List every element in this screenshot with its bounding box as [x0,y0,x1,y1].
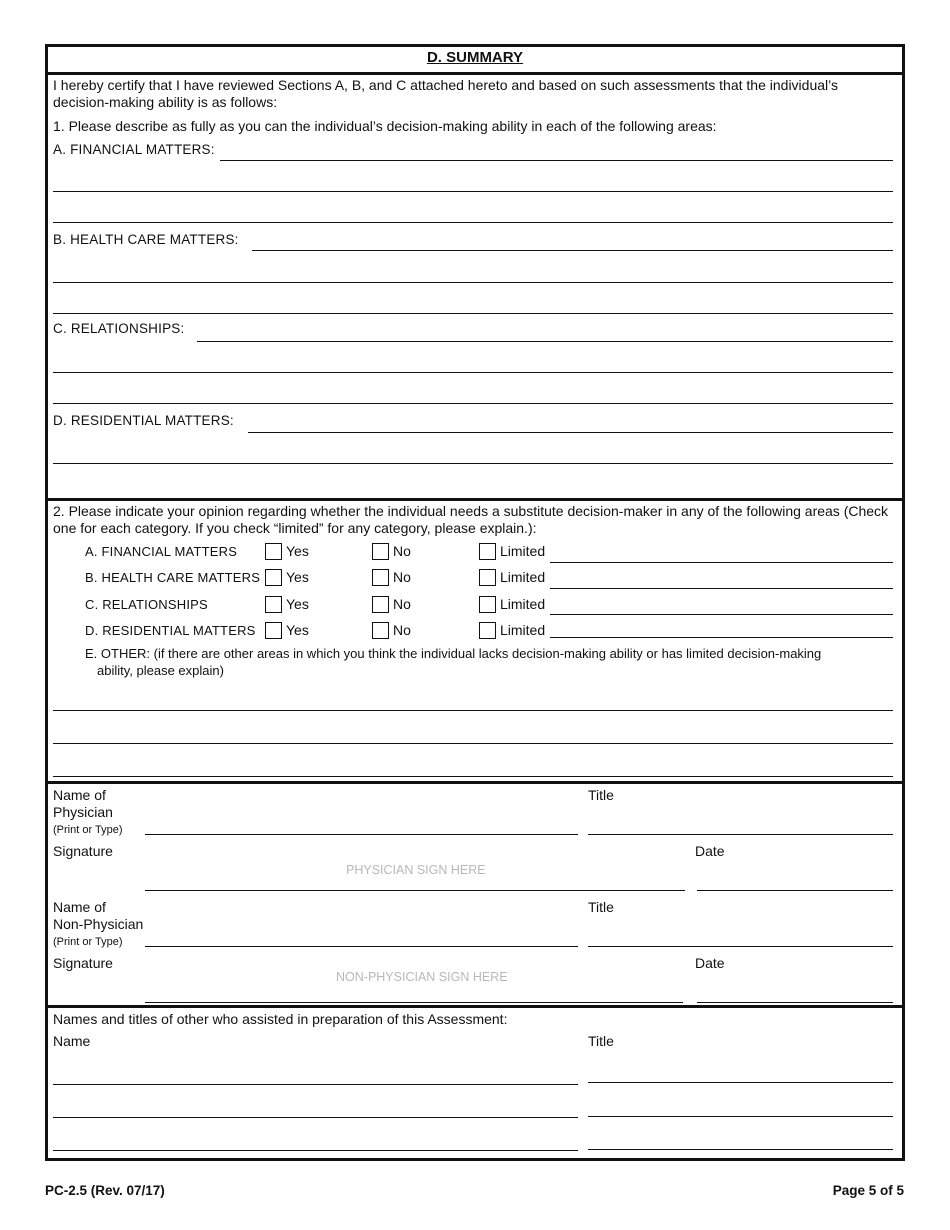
q1-financial-line-2[interactable] [53,191,893,192]
q2-prompt-line2: one for each category. If you check “limited” for any category, please explain.): [53,520,537,536]
physician-name-label-2: Physician [53,804,113,820]
q1-health-care-line-3[interactable] [53,313,893,314]
non-physician-signature-label: Signature [53,955,113,971]
physician-title-field[interactable] [588,834,893,835]
q2-residential-limited-checkbox[interactable] [479,622,496,639]
section-divider-assistants [45,1005,905,1008]
q2-other-line-2[interactable] [53,743,893,744]
q1-health-care-line-2[interactable] [53,282,893,283]
q2-prompt-line1: 2. Please indicate your opinion regarding whether the individual needs a substitute decision-maker in any of the following areas (Check [53,503,889,519]
section-divider-signatures [45,781,905,784]
q2-yes-label: Yes [286,596,309,612]
physician-sign-placeholder: PHYSICIAN SIGN HERE [346,863,486,877]
q2-other-label-line1: E. OTHER: (if there are other areas in which you think the individual lacks decision-making ability or has limited decision-making [85,646,822,661]
q2-yes-label: Yes [286,569,309,585]
q2-health-care-no-checkbox[interactable] [372,569,389,586]
q2-relationships-limited-checkbox[interactable] [479,596,496,613]
non-physician-date-field[interactable] [697,1002,893,1003]
non-physician-name-label-2: Non-Physician [53,916,144,932]
q2-financial-explain-line[interactable] [550,562,893,563]
physician-signature-label: Signature [53,843,113,859]
q2-relationships-label: C. RELATIONSHIPS [85,597,208,612]
physician-print-note: (Print or Type) [53,824,123,836]
physician-name-field[interactable] [145,834,578,835]
q2-financial-no-checkbox[interactable] [372,543,389,560]
q2-limited-label: Limited [500,622,546,638]
non-physician-sign-placeholder: NON-PHYSICIAN SIGN HERE [336,970,508,984]
assistant-name-field-1[interactable] [53,1084,578,1085]
q2-financial-label: A. FINANCIAL MATTERS [85,544,238,559]
certify-text-line2: decision-making ability is as follows: [53,94,278,110]
assistant-name-field-3[interactable] [53,1150,578,1151]
q2-health-care-yes-checkbox[interactable] [265,569,282,586]
q2-no-label: No [393,543,411,559]
section-divider-q2 [45,498,905,501]
title-divider [45,72,905,75]
q2-health-care-explain-line[interactable] [550,588,893,589]
q1-residential-line-2[interactable] [53,463,893,464]
assistants-title-label: Title [588,1033,614,1049]
section-title: D. SUMMARY [426,49,524,66]
page-number: Page 5 of 5 [832,1183,904,1198]
q2-residential-explain-line[interactable] [550,637,893,638]
q1-relationships-line-2[interactable] [53,372,893,373]
assistant-title-field-1[interactable] [588,1082,893,1083]
non-physician-signature-field[interactable] [145,1002,683,1003]
physician-title-label: Title [588,787,614,803]
q2-yes-label: Yes [286,543,309,559]
q1-financial-label: A. FINANCIAL MATTERS: [53,142,215,157]
form-id: PC-2.5 (Rev. 07/17) [45,1183,165,1198]
non-physician-print-note: (Print or Type) [53,936,123,948]
assistants-name-label: Name [53,1033,91,1049]
q2-health-care-label: B. HEALTH CARE MATTERS [85,570,261,585]
non-physician-name-field[interactable] [145,946,578,947]
q2-other-label-line2: ability, please explain) [97,663,224,678]
q2-limited-label: Limited [500,543,546,559]
q2-health-care-limited-checkbox[interactable] [479,569,496,586]
q2-relationships-explain-line[interactable] [550,614,893,615]
q2-limited-label: Limited [500,596,546,612]
physician-date-field[interactable] [697,890,893,891]
q2-residential-label: D. RESIDENTIAL MATTERS [85,623,256,638]
q2-relationships-no-checkbox[interactable] [372,596,389,613]
q2-residential-yes-checkbox[interactable] [265,622,282,639]
q2-limited-label: Limited [500,569,546,585]
q1-relationships-line-3[interactable] [53,403,893,404]
q1-residential-label: D. RESIDENTIAL MATTERS: [53,413,234,428]
q1-financial-line-3[interactable] [53,222,893,223]
assistant-title-field-2[interactable] [588,1116,893,1117]
q2-other-line-3[interactable] [53,776,893,777]
q2-no-label: No [393,596,411,612]
q2-residential-no-checkbox[interactable] [372,622,389,639]
q2-financial-yes-checkbox[interactable] [265,543,282,560]
q1-prompt: 1. Please describe as fully as you can the individual’s decision-making ability in each of the following areas: [53,118,717,134]
q1-financial-line-1[interactable] [220,160,893,161]
non-physician-title-label: Title [588,899,614,915]
non-physician-title-field[interactable] [588,946,893,947]
non-physician-name-label-1: Name of [53,899,106,915]
q2-no-label: No [393,622,411,638]
q2-yes-label: Yes [286,622,309,638]
q1-residential-line-1[interactable] [248,432,893,433]
physician-date-label: Date [695,843,725,859]
q2-no-label: No [393,569,411,585]
q2-financial-limited-checkbox[interactable] [479,543,496,560]
q2-relationships-yes-checkbox[interactable] [265,596,282,613]
assistant-title-field-3[interactable] [588,1149,893,1150]
assistant-name-field-2[interactable] [53,1117,578,1118]
q2-other-line-1[interactable] [53,710,893,711]
q1-health-care-line-1[interactable] [252,250,893,251]
q1-relationships-label: C. RELATIONSHIPS: [53,321,185,336]
q1-relationships-line-1[interactable] [197,341,893,342]
q1-health-care-label: B. HEALTH CARE MATTERS: [53,232,239,247]
certify-text-line1: I hereby certify that I have reviewed Sections A, B, and C attached hereto and based on such assessments that the individual’s [53,77,838,93]
physician-signature-field[interactable] [145,890,685,891]
assistants-heading: Names and titles of other who assisted in preparation of this Assessment: [53,1011,508,1027]
physician-name-label-1: Name of [53,787,106,803]
non-physician-date-label: Date [695,955,725,971]
